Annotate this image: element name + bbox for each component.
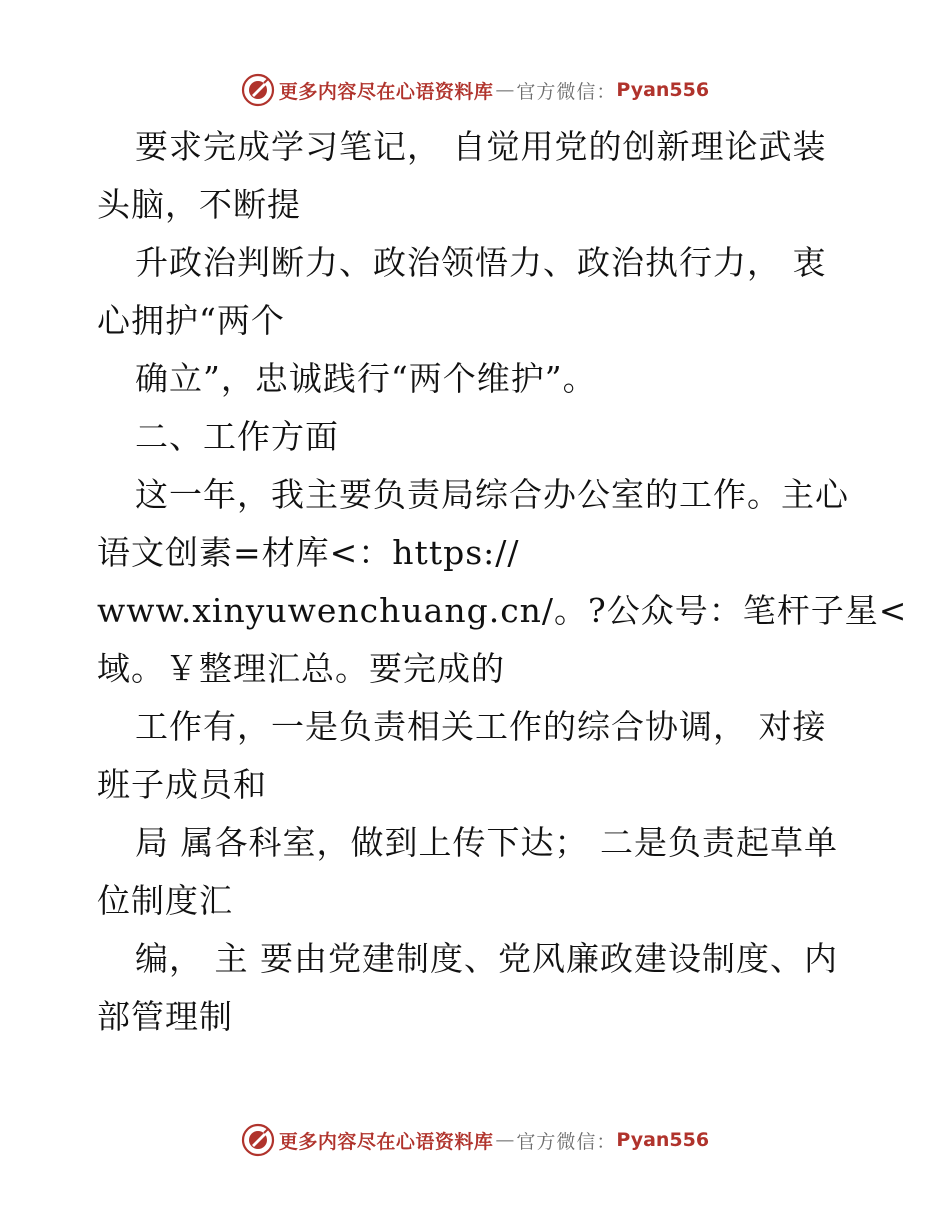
text-line: 编， 主 要由党建制度、党风廉政建设制度、内 [135, 939, 838, 978]
footer-banner-dash: — [495, 1129, 515, 1151]
header-wechat-label: 官方微信： [516, 80, 617, 103]
footer-banner-title: 更多内容尽在心语资料库 [278, 1130, 494, 1153]
document-body [97, 118, 908, 1046]
footer-banner [0, 1120, 950, 1160]
text-line: 工作有，一是负责相关工作的综合协调， 对接 [135, 707, 827, 746]
text-line: 升政治判断力、政治领悟力、政治执行力， 衷 [135, 243, 827, 282]
text-line: 域。￥整理汇总。要完成的 [97, 649, 505, 688]
text-line: 心拥护“两个 [97, 301, 285, 340]
header-banner [0, 70, 950, 110]
footer-wechat-id: Pyan556 [616, 1129, 710, 1151]
brand-logo-icon [241, 73, 275, 107]
text-line: 位制度汇 [97, 881, 233, 920]
header-banner-dash: — [495, 79, 515, 101]
brand-logo-icon [241, 1123, 275, 1157]
text-line: 这一年，我主要负责局综合办公室的工作。主心 [135, 475, 849, 514]
header-banner-title: 更多内容尽在心语资料库 [278, 80, 494, 103]
text-line: 要求完成学习笔记， 自觉用党的创新理论武装 [135, 127, 827, 166]
section-heading: 二、工作方面 [135, 417, 339, 456]
text-line: 头脑，不断提 [97, 185, 301, 224]
text-line: 局 属各科室，做到上传下达； 二是负责起草单 [135, 823, 838, 862]
text-line: 语文创素=材库<：https:// [97, 533, 520, 572]
text-line: 部管理制 [97, 997, 233, 1036]
text-line: 班子成员和 [97, 765, 267, 804]
text-line: www.xinyuwenchuang.cn/。?公众号：笔杆子星< [97, 591, 908, 630]
text-line: 确立”，忠诚践行“两个维护”。 [135, 359, 597, 398]
header-wechat-id: Pyan556 [616, 79, 710, 101]
footer-wechat-label: 官方微信： [516, 1130, 617, 1153]
